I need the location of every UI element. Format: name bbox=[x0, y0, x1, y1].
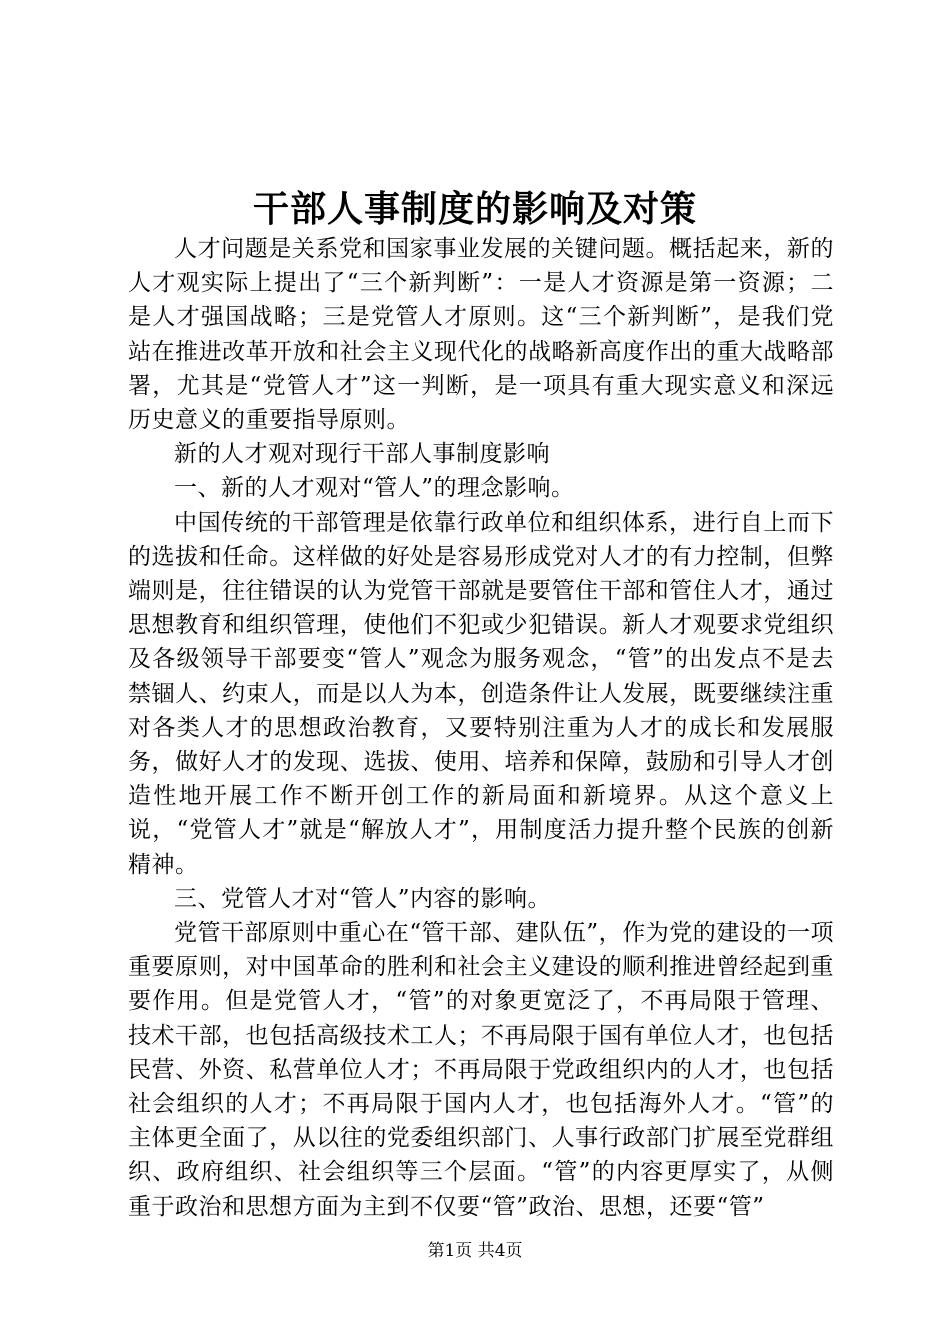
document-title: 干部人事制度的影响及对策 bbox=[252, 188, 697, 230]
paragraph-heading-1: 一、新的人才观对“管人”的理念影响。 bbox=[174, 475, 575, 502]
page-footer: 第1页 共4页 bbox=[427, 1241, 523, 1261]
paragraph-intro: 人才问题是关系党和国家事业发展的关键问题。概括起来，新的人才观实际上提出了“三个新判断”：一是人才资源是第一资源；二是人才强国战略；三是党管人才原则。这“三个新判断”，是我们党站在推进改革开放和社会主义现代化的战略新高度作出的重大战略部署，尤其是“党管人才”这一判断，是一项具有重大现实意义和深远历史意义的重要指导原则。 bbox=[128, 236, 834, 434]
document-body bbox=[128, 232, 834, 1224]
paragraph-body-1: 中国传统的干部管理是依靠行政单位和组织体系，进行自上而下的选拔和任命。这样做的好处是容易形成党对人才的有力控制，但弊端则是，往往错误的认为党管干部就是要管住干部和管住人才，通过思想教育和组织管理，使他们不犯或少犯错误。新人才观要求党组织及各级领导干部要变“管人”观念为服务观念，“管”的出发点不是去禁锢人、约束人，而是以人为本，创造条件让人发展，既要继续注重对各类人才的思想政治教育，又要特别注重为人才的成长和发展服务，做好人才的发现、选拔、使用、培养和保障，鼓励和引导人才创造性地开展工作不断开创工作的新局面和新境界。从这个意义上说，“党管人才”就是“解放人才”，用制度活力提升整个民族的创新精神。 bbox=[128, 509, 834, 878]
paragraph-heading-3: 三、党管人才对“管人”内容的影响。 bbox=[174, 885, 552, 912]
paragraph-section-heading: 新的人才观对现行干部人事制度影响 bbox=[174, 441, 550, 468]
paragraph-body-3: 党管干部原则中重心在“管干部、建队伍”，作为党的建设的一项重要原则，对中国革命的胜利和社会主义建设的顺利推进曾经起到重要作用。但是党管人才，“管”的对象更宽泛了，不再局限于管理、技术干部，也包括高级技术工人；不再局限于国有单位人才，也包括民营、外资、私营单位人才；不再局限于党政组织内的人才，也包括社会组织的人才；不再局限于国内人才，也包括海外人才。“管”的主体更全面了，从以往的党委组织部门、人事行政部门扩展至党群组织、政府组织、社会组织等三个层面。“管”的内容更厚实了，从侧重于政治和思想方面为主到不仅要“管”政治、思想，还要“管” bbox=[128, 920, 834, 1220]
